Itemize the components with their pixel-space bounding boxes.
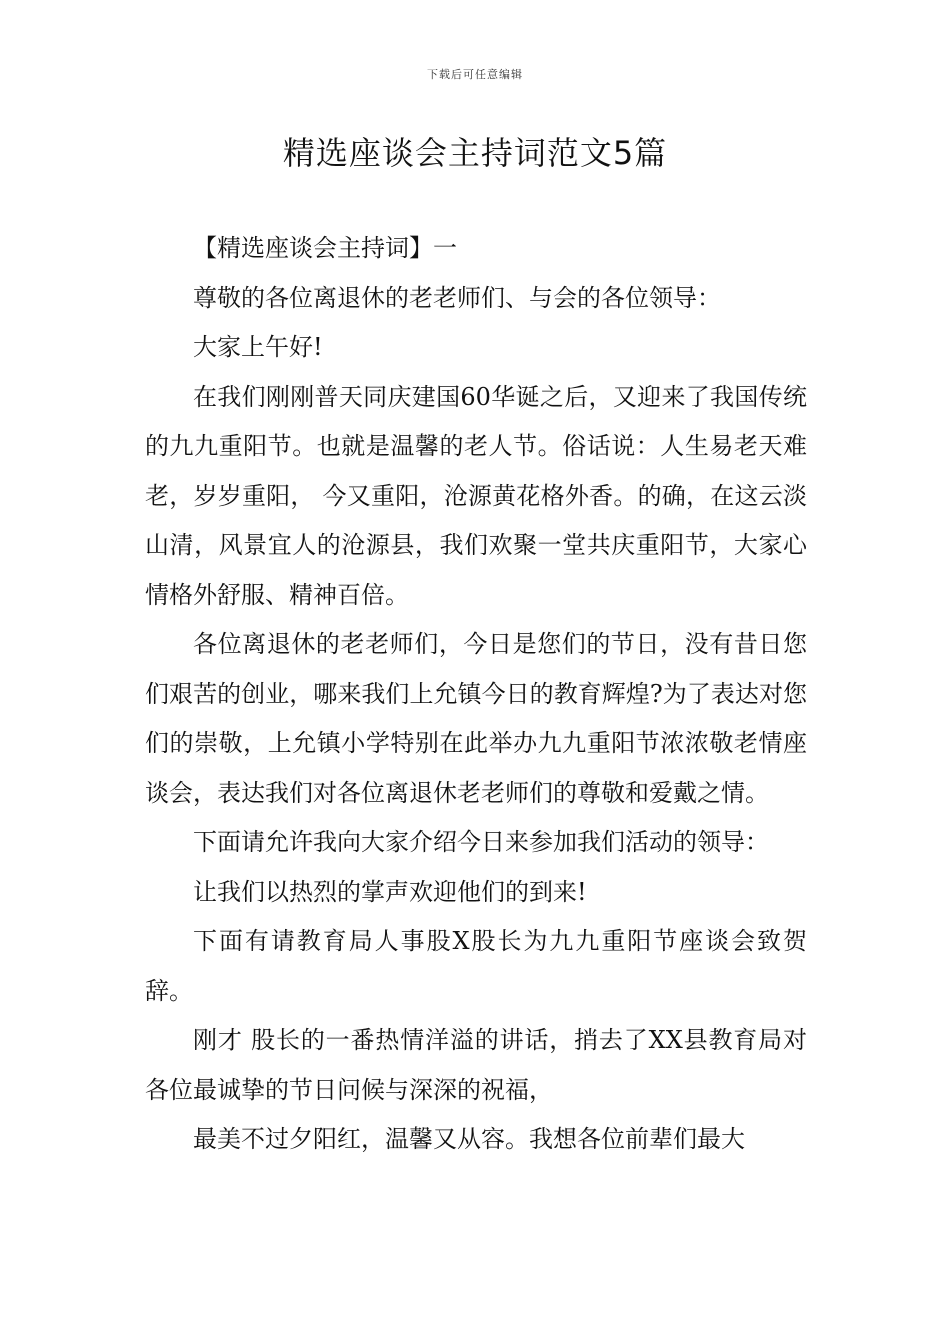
paragraph-greeting: 大家上午好! [193,333,323,361]
paragraph-tribute: 各位离退休的老老师们，今日是您们的节日，没有昔日您们艰苦的创业，哪来我们上允镇今日的教育辉煌?为了表达对您们的崇敬，上允镇小学特别在此举办九九重阳节浓浓敬老情座谈会，表达我们对各位离退休老老师们的尊敬和爱戴之情。 [145,630,807,807]
document-body [145,224,807,1165]
paragraph-salutation: 尊敬的各位离退休的老老师们、与会的各位领导： [193,283,721,312]
document-title: 精选座谈会主持词范文5篇 [282,134,668,172]
paragraph-closing-start: 最美不过夕阳红，温馨又从容。我想各位前辈们最大 [193,1125,745,1153]
paragraph-invite-speech: 下面有请教育局人事股X股长为九九重阳节座谈会致贺辞。 [145,927,807,1005]
paragraph-opening: 在我们刚刚普天同庆建国60华诞之后，又迎来了我国传统的九九重阳节。也就是温馨的老人节。俗话说：人生易老天难老，岁岁重阳， 今又重阳，沧源黄花格外香。的确，在这云淡山清，风景宜人的沧源县，我们欢聚一堂共庆重阳节，大家心情格外舒服、精神百倍。 [145,382,807,609]
paragraph-section-heading: 【精选座谈会主持词】一 [193,234,457,262]
paragraph-introduce-leaders: 下面请允许我向大家介绍今日来参加我们活动的领导： [193,828,769,856]
paragraph-applause: 让我们以热烈的掌声欢迎他们的到来! [193,877,587,906]
header-note: 下载后可任意编辑 [427,68,523,81]
paragraph-after-speech: 刚才 股长的一番热情洋溢的讲话，捎去了XX县教育局对各位最诚挚的节日问候与深深的祝福， [145,1026,807,1104]
